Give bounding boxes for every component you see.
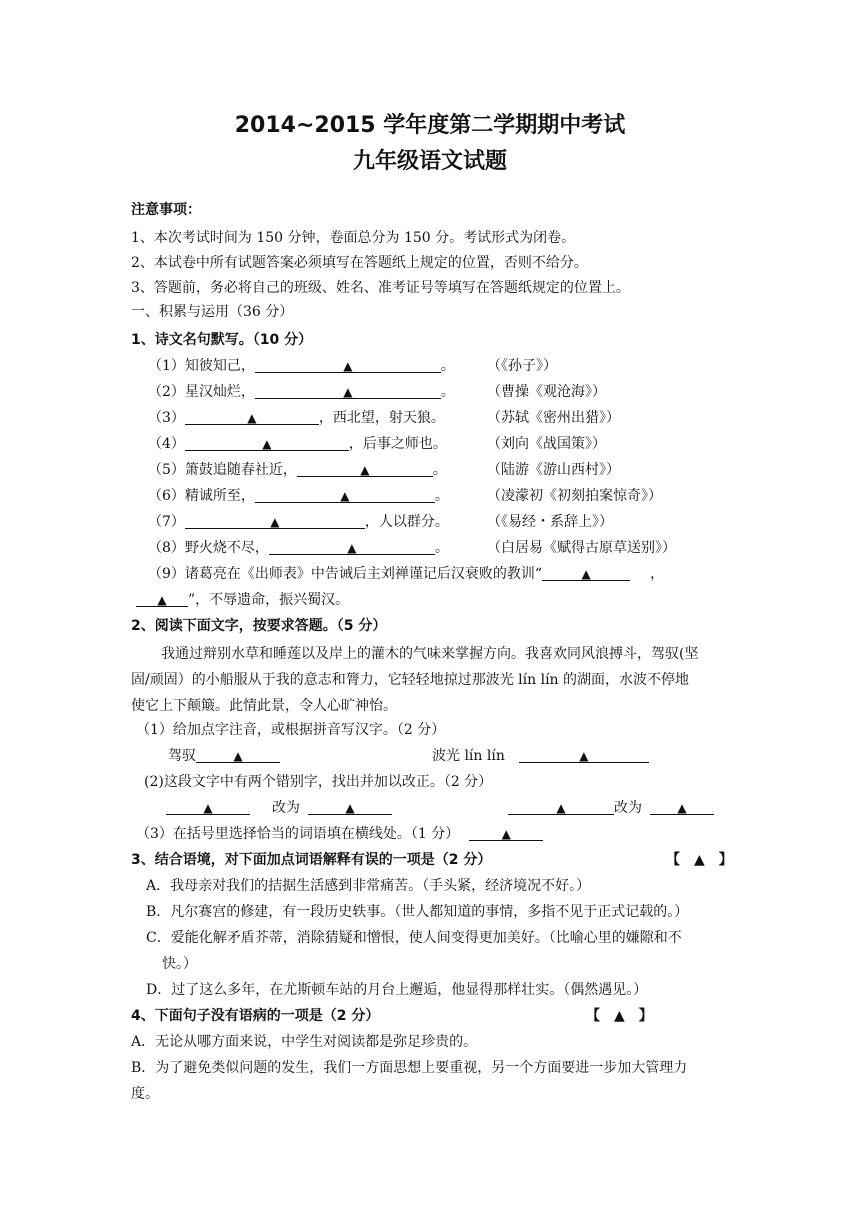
q1-item-7: （7） ▲ ，人以群分。 [148, 514, 449, 530]
answer-blank[interactable]: ▲ [255, 382, 441, 399]
note-1: 1、本次考试时间为 150 分钟，卷面总分为 150 分。考试形式为闭卷。 [131, 230, 576, 246]
q2-passage-line-3: 使它上下颠簸。此情此景，令人心旷神怡。 [131, 698, 397, 714]
note-3: 3、答题前，务必将自己的班级、姓名、准考证号等填写在答题纸规定的位置上。 [131, 280, 630, 296]
answer-blank[interactable]: ▲ [136, 590, 188, 607]
q3-option-d: D．过了这么多年，在尤斯顿车站的月台上邂逅，他显得那样壮实。（偶然遇见。） [146, 982, 648, 998]
q2-sub1-b: 波光 lín lín ▲ [432, 746, 649, 766]
q1-source-1: （《孙子》） [487, 358, 557, 374]
q2-passage-line-2: 固/顽固）的小船服从于我的意志和膂力，它轻轻地掠过那波光 lín lín 的湖面，水波不停地 [131, 672, 690, 688]
q1-item-5: （5）箫鼓追随春社近， ▲ 。 [148, 462, 447, 478]
q1-source-2: （曹操《观沧海》） [487, 384, 606, 400]
exam-subtitle: 九年级语文试题 [352, 149, 507, 174]
q1-source-6: （凌濛初《初刻拍案惊奇》） [487, 488, 662, 504]
answer-blank[interactable]: ▲ [196, 746, 280, 763]
exam-title: 2014~2015 学年度第二学期期中考试 [234, 113, 626, 138]
answer-blank[interactable]: ▲ [255, 486, 435, 503]
q1-source-8: （白居易《赋得古原草送别》） [487, 540, 676, 556]
q4-heading: 4、下面句子没有语病的一项是（2 分） [131, 1008, 380, 1024]
q2-heading: 2、阅读下面文字，按要求答题。（5 分） [131, 618, 387, 634]
q4-option-b: B．为了避免类似问题的发生，我们一方面思想上要重视，另一个方面要进一步加大管理力 [131, 1060, 688, 1076]
q1-item-9: （9）诸葛亮在《出师表》中告诫后主刘禅谨记后汉衰败的教训“ ▲ ， [148, 566, 665, 582]
notes-heading: 注意事项： [131, 202, 201, 218]
q2-sub2: (2)这段文字中有两个错别字，找出并加以改正。（2 分） [144, 774, 493, 790]
q1-source-4: （刘向《战国策》） [487, 436, 606, 452]
answer-blank[interactable]: ▲ [650, 798, 714, 815]
q3-option-c: C．爱能化解矛盾芥蒂，消除猜疑和憎恨，使人间变得更加美好。（比喻心里的嫌隙和不 [146, 930, 682, 946]
q1-item-4: （4） ▲ ，后事之师也。 [148, 436, 447, 452]
note-2: 2、本试卷中所有试题答案必须填写在答题纸上规定的位置，否则不给分。 [131, 255, 588, 271]
q2-passage-line-1: 我通过辩别水草和睡莲以及岸上的灌木的气味来掌握方向。我喜欢同风浪搏斗，驾驭(坚 [161, 646, 699, 662]
q4-option-a: A．无论从哪方面来说，中学生对阅读都是弥足珍贵的。 [131, 1034, 478, 1050]
q1-item-8: （8）野火烧不尽， ▲ 。 [148, 540, 449, 556]
q3-heading: 3、结合语境，对下面加点词语解释有误的一项是（2 分） [131, 852, 492, 868]
q4-option-b-cont: 度。 [131, 1086, 159, 1102]
q1-item-1: （1）知彼知己， ▲ 。 [148, 358, 455, 374]
q3-option-a: A．我母亲对我们的拮据生活感到非常痛苦。（手头紧，经济境况不好。） [146, 878, 591, 894]
answer-blank[interactable]: ▲ [308, 798, 392, 815]
answer-blank[interactable]: ▲ [166, 798, 250, 815]
q4-answer-bracket[interactable]: 【 ▲ 】 [586, 1008, 653, 1024]
answer-blank[interactable]: ▲ [255, 356, 441, 373]
q1-item-2: （2）星汉灿烂， ▲ 。 [148, 384, 455, 400]
answer-blank[interactable]: ▲ [269, 538, 435, 555]
q1-source-3: （苏轼《密州出猎》） [487, 410, 620, 426]
answer-blank[interactable]: ▲ [519, 746, 649, 763]
q3-option-b: B．凡尔赛宫的修建，有一段历史轶事。（世人都知道的事情，多指不见于正式记载的。） [146, 904, 689, 920]
q1-source-5: （陆游《游山西村》） [487, 462, 620, 478]
answer-blank[interactable]: ▲ [185, 408, 319, 425]
q3-option-c-cont: 快。） [162, 956, 197, 972]
q2-sub3: （3）在括号里选择恰当的词语填在横线处。（1 分） ▲ [136, 824, 543, 844]
q1-heading: 1、诗文名句默写。（10 分） [131, 332, 313, 348]
section-1-heading: 一、积累与运用（36 分） [131, 304, 294, 320]
q2-sub2-row: ▲ 改为 ▲ [166, 798, 392, 818]
answer-blank[interactable]: ▲ [508, 798, 614, 815]
answer-blank[interactable]: ▲ [469, 824, 543, 841]
q2-sub1-a: 驾驭 ▲ [168, 746, 280, 766]
answer-blank[interactable]: ▲ [542, 564, 630, 581]
q1-item-6: （6）精诚所至， ▲ 。 [148, 488, 449, 504]
q1-item-3: （3） ▲ ，西北望，射天狼。 [148, 410, 445, 426]
answer-blank[interactable]: ▲ [297, 460, 433, 477]
q1-source-7: （《易经・系辞上》） [487, 514, 613, 530]
q2-sub2-row-2: ▲ 改为 ▲ [508, 798, 714, 818]
answer-blank[interactable]: ▲ [185, 434, 349, 451]
q1-item-9-cont: ▲ ”，不辱遗命，振兴蜀汉。 [136, 590, 349, 610]
q2-sub1: （1）给加点字注音，或根据拼音写汉字。（2 分） [136, 722, 446, 738]
q3-answer-bracket[interactable]: 【 ▲ 】 [666, 852, 733, 868]
answer-blank[interactable]: ▲ [185, 512, 365, 529]
